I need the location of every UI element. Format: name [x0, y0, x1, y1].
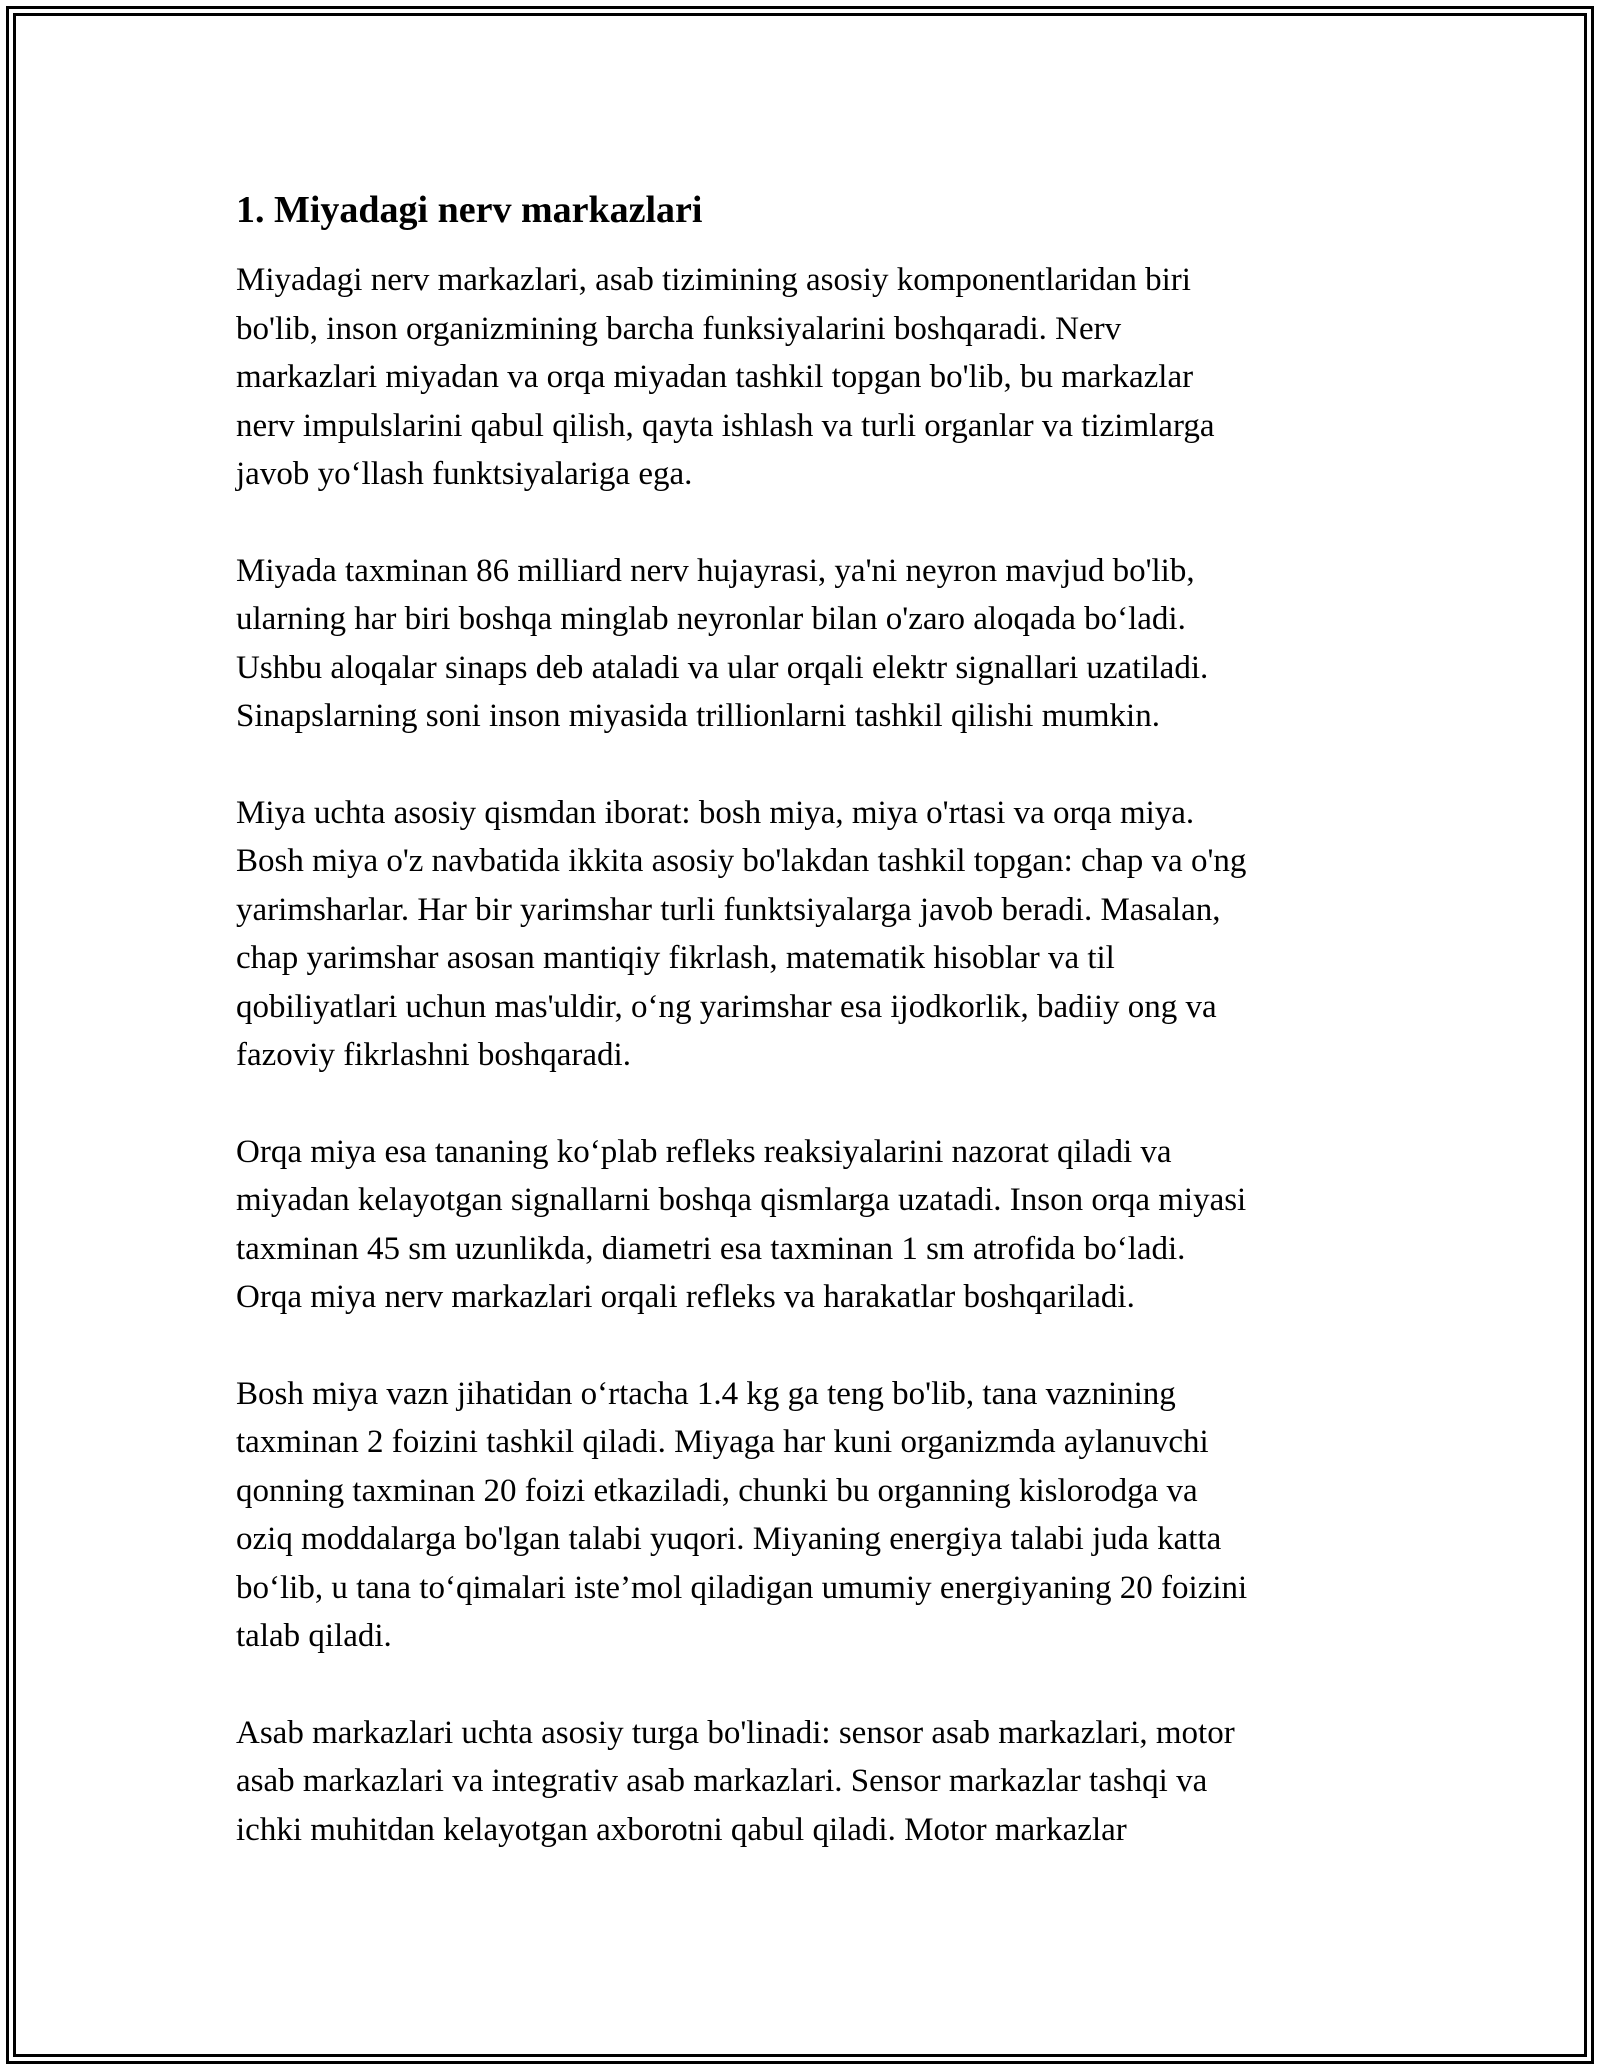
paragraph-2: Miyada taxminan 86 milliard nerv hujayrasi, ya'ni neyron mavjud bo'lib, ularning har biri boshqa minglab neyronlar bilan o'zaro aloqada bo‘ladi. Ushbu aloqalar sinaps deb ataladi va ular orqali elektr signallari uzatiladi. Sinapslarning soni inson miyasida trillionlarni tashkil qilishi mumkin. — [236, 552, 1209, 734]
section-heading: 1. Miyadagi nerv markazlari — [236, 189, 703, 231]
paragraph-3: Miya uchta asosiy qismdan iborat: bosh miya, miya o'rtasi va orqa miya. Bosh miya o'z navbatida ikkita asosiy bo'lakdan tashkil topgan: chap va o'ng yarimsharlar. Har bir yarimshar turli funktsiyalarga javob beradi. Masalan, chap yarimshar asosan mantiqiy fikrlash, matematik hisoblar va til qobiliyatlari uchun mas'uldir, o‘ng yarimshar esa ijodkorlik, badiiy ong va fazoviy fikrlashni boshqaradi. — [236, 794, 1247, 1073]
paragraph-5: Bosh miya vazn jihatidan o‘rtacha 1.4 kg ga teng bo'lib, tana vaznining taxminan 2 foizini tashkil qiladi. Miyaga har kuni organizmda aylanuvchi qonning taxminan 20 foizi etkaziladi, chunki bu organning kislorodga va oziq moddalarga bo'lgan talabi yuqori. Miyaning energiya talabi juda katta bo‘lib, u tana to‘qimalari iste’mol qiladigan umumiy energiyaning 20 foizini talab qiladi. — [236, 1375, 1248, 1654]
paragraph-4: Orqa miya esa tananing ko‘plab refleks reaksiyalarini nazorat qiladi va miyadan kelayotgan signallarni boshqa qismlarga uzatadi. Inson orqa miyasi taxminan 45 sm uzunlikda, diametri esa taxminan 1 sm atrofida bo‘ladi. Orqa miya nerv markazlari orqali refleks va harakatlar boshqariladi. — [236, 1133, 1247, 1315]
document-body — [236, 186, 1366, 1902]
paragraph-1: Miyadagi nerv markazlari, asab tizimining asosiy komponentlaridan biri bo'lib, inson organizmining barcha funksiyalarini boshqaradi. Nerv markazlari miyadan va orqa miyadan tashkil topgan bo'lib, bu markazlar nerv impulslarini qabul qilish, qayta ishlash va turli organlar va tizimlarga javob yo‘llash funktsiyalariga ega. — [236, 262, 1215, 492]
paragraph-6: Asab markazlari uchta asosiy turga bo'linadi: sensor asab markazlari, motor asab markazlari va integrativ asab markazlari. Sensor markazlar tashqi va ichki muhitdan kelayotgan axborotni qabul qiladi. Motor markazlar — [236, 1714, 1235, 1848]
